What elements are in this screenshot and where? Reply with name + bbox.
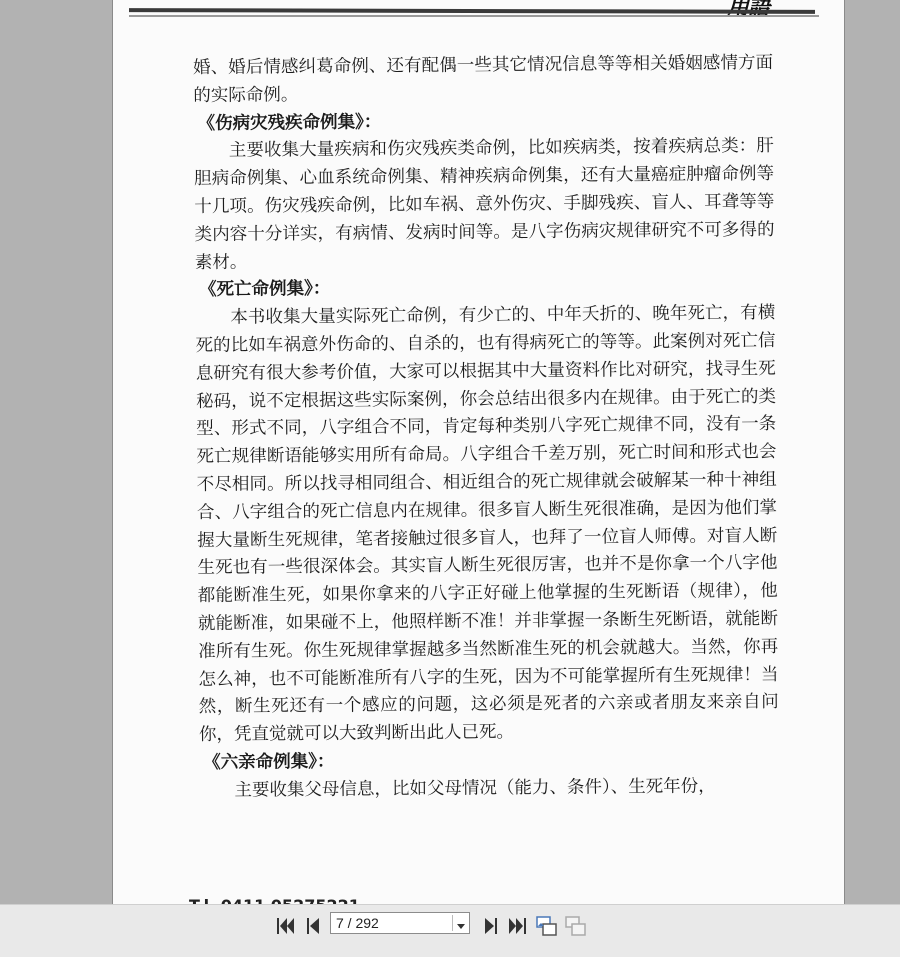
select-divider	[452, 915, 453, 931]
page-number-select[interactable]	[330, 912, 470, 934]
paragraph: 主要收集大量疾病和伤灾残疾类命例，比如疾病类，按着疾病总类：肝胆病命例集、心血系统命例集、精神疾病命例集，还有大量癌症肿瘤命例等十几项。伤灾残疾命例，比如车祸、意外伤灾、手脚残疾、盲人、耳聋等等类内容十分详实，有病情、发病时间等。是八字伤病灾规律研究不可多得的素材。	[193, 136, 775, 273]
single-view-button[interactable]	[564, 914, 588, 938]
section-heading: 《六亲命例集》：	[203, 751, 335, 773]
next-page-button[interactable]	[478, 914, 502, 938]
first-page-icon	[274, 914, 298, 938]
previous-page-icon	[302, 914, 326, 938]
last-page-button[interactable]	[505, 914, 529, 938]
header-rule-shadow	[129, 15, 819, 17]
first-page-button[interactable]	[274, 914, 298, 938]
paragraph: 本书收集大量实际死亡命例，有少亡的、中年夭折的、晚年死亡，有横死的比如车祸意外伤命的、自杀的，也有得病死亡的等等。此案例对死亡信息研究有很大参考价值，大家可以根据其中大量资料作比对研究，找寻生死秘码，说不定根据这些实际案例，你会总结出很多内在规律。由于死亡的类型、形式不同，八字组合不同，肯定每种类别八字死亡规律不同，没有一条死亡规律断语能够实用所有命局。八字组合千差万别，死亡时间和形式也会不尽相同。所以找寻相同组合、相近组合的死亡规律就会破解某一种十神组合、八字组合的死亡信息内在规律。很多盲人断生死很准确，是因为他们掌握大量断生死规律，笔者接触过很多盲人，也拜了一位盲人师傅。对盲人断生死也有一些很深体会。其实盲人断生死很厉害，也并不是你拿一个八字他都能断准生死，如果你拿来的八字正好碰上他掌握的生死断语（规律），他就能断准，如果碰不上，他照样断不准！并非掌握一条断生死断语，就能断准所有生死。你生死规律掌握越多当然断准生死的机会就越大。当然，你再怎么神，也不可能断准所有八字的生死，因为不可能掌握所有生死规律！当然，断生死还有一个感应的问题，这必须是死者的六亲或者朋友来亲自问你，凭直觉就可以大致判断出此人已死。	[195, 303, 779, 746]
continuous-view-button[interactable]	[535, 914, 559, 938]
paragraph: 主要收集父母信息，比如父母情况（能力、条件）、生死年份，	[234, 776, 716, 801]
document-page	[112, 0, 845, 904]
section-heading: 《伤病灾残疾命例集》：	[197, 111, 382, 134]
page-text	[193, 50, 780, 806]
chevron-down-icon[interactable]	[456, 918, 466, 934]
previous-page-button[interactable]	[302, 914, 326, 938]
single-view-icon	[564, 914, 588, 938]
last-page-icon	[505, 914, 529, 938]
section-heading: 《死亡命例集》：	[198, 279, 331, 301]
next-page-icon	[478, 914, 502, 938]
header-rule	[129, 8, 815, 14]
page-number-value: 7 / 292	[336, 915, 379, 931]
navigation-toolbar	[0, 904, 900, 957]
continuous-view-icon	[535, 914, 559, 938]
paragraph: 婚、婚后情感纠葛命例、还有配偶一些其它情况信息等等相关婚姻感情方面的实际命例。	[193, 52, 774, 106]
